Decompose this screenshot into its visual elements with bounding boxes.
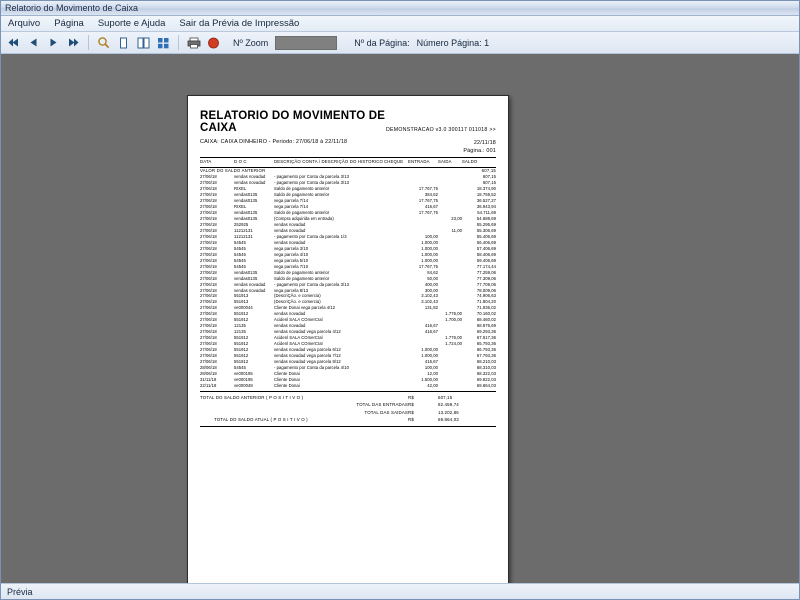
cell-data: 27/06/18 xyxy=(200,227,217,233)
cell-entrada: 1.000,00 xyxy=(421,251,438,257)
valor-anterior-saldo: 607,15 xyxy=(481,168,496,174)
cell-doc: vendas0135 xyxy=(234,215,258,221)
totals-label: TOTAL DAS SAIDAS xyxy=(364,409,408,415)
cell-doc: vendas0135 xyxy=(234,197,258,203)
cell-saida: 23,00 xyxy=(451,215,462,221)
totals-label: TOTAL DAS ENTRADAS xyxy=(356,402,408,408)
totals-currency: R$ xyxy=(408,409,414,415)
cell-data: 27/06/18 xyxy=(200,239,217,245)
cell-data: 27/06/18 xyxy=(200,347,217,353)
cell-descricao: - pagamento por Conta da parcela 3/13 xyxy=(274,180,349,186)
cell-data: 27/06/18 xyxy=(200,335,217,341)
cell-saldo: 36.527,27 xyxy=(476,197,496,203)
table-header xyxy=(200,158,496,166)
cell-doc: 551913 xyxy=(234,293,249,299)
cell-entrada: 300,00 xyxy=(424,287,438,293)
cell-entrada: 416,67 xyxy=(424,203,438,209)
status-bar xyxy=(1,583,799,599)
cell-doc: 551912 xyxy=(234,317,249,323)
next-page-button[interactable] xyxy=(45,34,62,51)
cell-doc: RIXEL xyxy=(234,203,247,209)
cell-descricao: vendas novadad xyxy=(274,227,306,233)
cell-saldo: 68.322,03 xyxy=(476,371,496,377)
cell-saldo: 67.793,36 xyxy=(476,353,496,359)
cell-descricao: Saldo de pagamento anterior xyxy=(274,269,330,275)
cell-entrada: 17.767,75 xyxy=(418,186,438,192)
cell-descricao: vega parcela 5/10 xyxy=(274,257,309,263)
cell-entrada: 17.767,75 xyxy=(418,209,438,215)
cell-entrada: 3.102,43 xyxy=(421,293,438,299)
cell-data: 27/06/18 xyxy=(200,257,217,263)
cell-entrada: 1.000,00 xyxy=(421,347,438,353)
cell-cheque xyxy=(384,383,408,389)
cell-descricao: vendas novadad xyxy=(274,239,306,245)
cell-data: 27/06/18 xyxy=(200,180,217,186)
cell-saldo: 55.406,69 xyxy=(476,233,496,239)
table-rows xyxy=(200,174,496,389)
cell-descricao: vega parcela 4/10 xyxy=(274,251,309,257)
previous-page-button[interactable] xyxy=(25,34,42,51)
cell-descricao: Cliente Donai xyxy=(274,383,300,389)
cell-doc: vendas0135 xyxy=(234,275,258,281)
cell-doc: 551912 xyxy=(234,359,249,365)
totals-value: 69.864,03 xyxy=(438,417,459,423)
cell-doc: 54545 xyxy=(234,251,246,257)
cell-saldo: 18.759,52 xyxy=(476,192,496,198)
totals-label: TOTAL DO SALDO ANTERIOR ( P O S I T I V O ) xyxy=(200,394,304,400)
report-page-number: Página.: 001 xyxy=(463,148,496,155)
cell-saida: 1.776,00 xyxy=(445,335,462,341)
column-entrada: ENTRADA xyxy=(408,159,430,165)
totals-value: 82.459,74 xyxy=(438,402,459,408)
cell-data: 27/06/18 xyxy=(200,203,217,209)
cell-data: 27/06/18 xyxy=(200,329,217,335)
cell-data: 27/06/18 xyxy=(200,287,217,293)
cell-entrada: 1.000,00 xyxy=(421,257,438,263)
cell-data: 27/06/18 xyxy=(200,269,217,275)
cell-doc: 54545 xyxy=(234,257,246,263)
cell-saldo: 77.709,06 xyxy=(476,281,496,287)
zoom-label: Nº Zoom xyxy=(233,37,269,48)
cell-data: 27/06/18 xyxy=(200,305,217,311)
status-text: Prévia xyxy=(7,586,33,597)
print-button[interactable] xyxy=(185,34,202,51)
cell-data: 22/11/18 xyxy=(200,383,217,389)
cell-descricao: Saldo de pagamento anterior xyxy=(274,186,330,192)
toolbar xyxy=(1,32,799,54)
cell-saldo: 69.293,36 xyxy=(476,329,496,335)
cell-descricao: Saldo de pagamento anterior xyxy=(274,209,330,215)
totals-currency: R$ xyxy=(408,417,414,423)
cell-doc: RIXEL xyxy=(234,186,247,192)
toolbar-separator-2 xyxy=(178,35,179,50)
zoom-tool-button[interactable] xyxy=(95,34,112,51)
cell-descricao: (DescriÇÃo. e comercia) xyxy=(274,293,321,299)
cell-doc: 54545 xyxy=(234,245,246,251)
cell-entrada: 1.500,00 xyxy=(421,377,438,383)
report-demo-notice: DEMONSTRACAO v3.0 300117 011018 >> xyxy=(385,127,496,133)
cell-doc: ve000044 xyxy=(234,305,253,311)
cell-saldo: 57.406,69 xyxy=(476,245,496,251)
cell-saldo: 71.936,02 xyxy=(476,305,496,311)
cell-descricao: vendas novadad vega parcela 4/12 xyxy=(274,329,341,335)
menu-item-pagina[interactable]: Página xyxy=(54,17,84,29)
cell-saldo: 59.406,69 xyxy=(476,257,496,263)
toolbar-separator xyxy=(88,35,89,50)
totals-currency: R$ xyxy=(408,394,414,400)
column-descricao: DESCRIÇÃO CONTA / DESCRIÇÃO DO HISTORICO xyxy=(274,159,383,165)
cell-doc: 12135 xyxy=(234,329,246,335)
cell-entrada: 17.767,75 xyxy=(418,197,438,203)
cell-doc: vendas novadad xyxy=(234,287,266,293)
cell-descricao: Saldo de pagamento anterior xyxy=(274,192,330,198)
cell-data: 27/06/18 xyxy=(200,221,217,227)
cell-descricao: vega parcela 3/10 xyxy=(274,245,309,251)
menu-bar xyxy=(1,16,799,32)
cell-entrada: 84,62 xyxy=(427,269,438,275)
cell-doc: ve000195 xyxy=(234,371,253,377)
multi-page-view-button[interactable] xyxy=(155,34,172,51)
cell-data: 27/06/18 xyxy=(200,192,217,198)
cell-saldo: 69.822,03 xyxy=(476,377,496,383)
cell-data: 27/06/18 xyxy=(200,293,217,299)
title-bar xyxy=(1,1,799,16)
cell-saldo: 36.943,94 xyxy=(476,203,496,209)
cell-descricao: Cliente Donai vega parcela 4/12 xyxy=(274,305,336,311)
cell-saldo: 55.306,69 xyxy=(476,227,496,233)
cell-doc: vendas novadad xyxy=(234,281,266,287)
report-table xyxy=(200,158,496,166)
cell-entrada: 50,00 xyxy=(427,275,438,281)
cell-doc: 551912 xyxy=(234,353,249,359)
cell-descricao: Acidenl SALA COmerCIal xyxy=(274,317,323,323)
cell-doc: 551912 xyxy=(234,347,249,353)
cell-entrada: 416,67 xyxy=(424,323,438,329)
cell-data: 27/06/18 xyxy=(200,323,217,329)
single-page-view-button[interactable] xyxy=(115,34,132,51)
totals-row xyxy=(200,416,496,423)
export-button[interactable] xyxy=(205,34,222,51)
cell-saldo: 55.295,69 xyxy=(476,221,496,227)
zoom-input[interactable] xyxy=(275,36,337,50)
report-body xyxy=(200,168,496,389)
column-saldo: SALDO xyxy=(462,159,478,165)
report-header xyxy=(200,110,496,134)
valor-anterior-label: VALOR DO SALDO ANTERIOR xyxy=(200,168,266,174)
cell-doc: vendas0135 xyxy=(234,192,258,198)
totals-top-rule xyxy=(200,391,496,392)
cell-doc: 551912 xyxy=(234,311,249,317)
cell-doc: 12135 xyxy=(234,323,246,329)
column-saida: SAIDA xyxy=(438,159,452,165)
cell-entrada: 12,00 xyxy=(427,371,438,377)
cell-data: 27/06/18 xyxy=(200,233,217,239)
window-title: Relatorio do Movimento de Caixa xyxy=(5,3,139,13)
cell-saldo: 68.210,03 xyxy=(476,359,496,365)
menu-item-arquivo[interactable]: Arquivo xyxy=(8,17,41,29)
cell-descricao: (DescriÇÃo. e comercia) xyxy=(274,299,321,305)
cell-saida: 1.700,00 xyxy=(445,317,462,323)
report-caixa-line: CAIXA: CAIXA DINHEIRO - Periodo: 27/06/18 à 22/11/18 xyxy=(200,139,348,145)
cell-descricao: vendas novadad vega parcela 8/12 xyxy=(274,359,341,365)
cell-data: 27/06/18 xyxy=(200,245,217,251)
cell-descricao: Acidenl SALA COmerCIal xyxy=(274,335,323,341)
menu-item-suporte-ajuda[interactable]: Suporte e Ajuda xyxy=(97,17,166,29)
cell-descricao: - pagamento por Conta da parcela 3/13 xyxy=(274,281,349,287)
page-number-label: Nº da Página: xyxy=(354,37,410,48)
cell-descricao: - pagamento por Conta da parcela 1/3 xyxy=(274,233,347,239)
column-cheque: CHEQUE xyxy=(384,159,404,165)
cell-descricao: Acidenl SALA COmerCIal xyxy=(274,341,323,347)
cell-doc: 11212131 xyxy=(234,227,253,233)
totals-bottom-rule xyxy=(200,426,496,427)
last-page-button[interactable] xyxy=(65,34,82,51)
cell-descricao: vega parcela 8/13 xyxy=(274,287,309,293)
cell-saldo: 77.174,44 xyxy=(476,263,496,269)
preview-page xyxy=(187,95,509,583)
totals-value: 13.202,86 xyxy=(438,409,459,415)
cell-doc: vendas novadad xyxy=(234,180,266,186)
report-title: RELATORIO DO MOVIMENTO DE CAIXA xyxy=(200,110,386,134)
cell-saldo: 78.009,06 xyxy=(476,287,496,293)
cell-data: 27/06/18 xyxy=(200,353,217,359)
totals-row xyxy=(200,409,496,416)
cell-descricao: - pagamento por Conta da parcela 3/13 xyxy=(274,174,349,180)
table-row xyxy=(200,383,496,389)
totals-label: TOTAL DO SALDO ATUAL ( P O S I T I V O ) xyxy=(214,417,308,423)
cell-data: 27/06/18 xyxy=(200,174,217,180)
cell-doc: ve000195 xyxy=(234,377,253,383)
cell-saldo: 67.517,36 xyxy=(476,335,496,341)
cell-data: 27/06/18 xyxy=(200,263,217,269)
cell-descricao: vega parcela 7/14 xyxy=(274,203,309,209)
page-number-value: Número Página: 1 xyxy=(416,37,490,48)
cell-entrada: 1.000,00 xyxy=(421,245,438,251)
cell-saldo: 70.160,02 xyxy=(476,311,496,317)
cell-saldo: 68.460,02 xyxy=(476,317,496,323)
cell-descricao: vega parcela 7/14 xyxy=(274,197,309,203)
cell-entrada: 400,00 xyxy=(424,281,438,287)
cell-doc: 11212131 xyxy=(234,233,253,239)
preview-work-area[interactable] xyxy=(1,54,799,583)
cell-saldo: 54.688,69 xyxy=(476,215,496,221)
cell-doc: 551913 xyxy=(234,299,249,305)
totals-currency: R$ xyxy=(408,402,414,408)
cell-data: 27/06/18 xyxy=(200,209,217,215)
cell-doc: vendas0135 xyxy=(234,209,258,215)
report-subheader xyxy=(200,139,496,155)
cell-entrada: 3.102,43 xyxy=(421,299,438,305)
cell-entrada: 131,82 xyxy=(424,305,438,311)
cell-data: 31/11/18 xyxy=(200,377,217,383)
cell-descricao: vega parcela 7/10 xyxy=(274,263,309,269)
cell-saldo: 65.793,36 xyxy=(476,341,496,347)
column-data: DATA xyxy=(200,159,212,165)
cell-data: 27/06/18 xyxy=(200,197,217,203)
cell-entrada: 1.000,00 xyxy=(421,239,438,245)
totals-block xyxy=(200,394,496,424)
cell-entrada: 17.767,75 xyxy=(418,263,438,269)
cell-saldo: 607,15 xyxy=(482,174,496,180)
cell-data: 27/06/18 xyxy=(200,281,217,287)
cell-descricao: vendas novadad xyxy=(274,221,306,227)
cell-data: 27/06/18 xyxy=(200,299,217,305)
cell-entrada: 1.000,00 xyxy=(421,353,438,359)
cell-data: 27/06/18 xyxy=(200,186,217,192)
cell-saldo: 58.406,69 xyxy=(476,251,496,257)
cell-saldo: 77.309,06 xyxy=(476,275,496,281)
totals-value: 607,15 xyxy=(438,394,453,400)
cell-data: 28/06/18 xyxy=(200,365,217,371)
cell-doc: vendas0135 xyxy=(234,269,258,275)
cell-saldo: 18.374,90 xyxy=(476,186,496,192)
menu-item-sair-previa[interactable]: Sair da Prévia de Impressão xyxy=(179,17,300,29)
cell-saldo: 56.406,69 xyxy=(476,239,496,245)
cell-doc: 54545 xyxy=(234,263,246,269)
cell-descricao: vendas novadad vega parcela 6/12 xyxy=(274,347,341,353)
cell-saldo: 74.906,63 xyxy=(476,293,496,299)
totals-row xyxy=(200,394,496,401)
cell-saida: 11,00 xyxy=(451,227,462,233)
cell-descricao: (Compra adquirida em entrada) xyxy=(274,215,334,221)
cell-descricao: vendas novadad xyxy=(274,323,306,329)
cell-data: 27/06/18 xyxy=(200,275,217,281)
cell-data: 27/06/18 xyxy=(200,341,217,347)
cell-data: 28/06/18 xyxy=(200,371,217,377)
cell-doc: ve000048 xyxy=(234,383,253,389)
cell-saida xyxy=(438,383,462,389)
cell-saldo: 68.876,69 xyxy=(476,323,496,329)
cell-descricao: Saldo de pagamento anterior xyxy=(274,275,330,281)
cell-doc: 54545 xyxy=(234,365,246,371)
cell-saldo: 71.804,20 xyxy=(476,299,496,305)
totals-row xyxy=(200,401,496,408)
cell-entrada: 42,00 xyxy=(427,383,438,389)
cell-descricao: - pagamento por Conta da parcela 4/10 xyxy=(274,365,349,371)
cell-doc: 54545 xyxy=(234,239,246,245)
cell-data: 27/06/18 xyxy=(200,311,217,317)
cell-saldo: 68.310,03 xyxy=(476,365,496,371)
cell-entrada: 416,67 xyxy=(424,359,438,365)
cell-saldo: 54.711,69 xyxy=(477,209,496,215)
cell-entrada: 384,62 xyxy=(424,192,438,198)
first-page-button[interactable] xyxy=(5,34,22,51)
cell-descricao: Cliente Donai xyxy=(274,371,300,377)
cell-entrada: 100,00 xyxy=(424,365,438,371)
cell-saldo: 66.793,36 xyxy=(476,347,496,353)
report-date: 22/11/18 xyxy=(473,140,496,146)
cell-entrada: 100,00 xyxy=(424,233,438,239)
two-page-view-button[interactable] xyxy=(135,34,152,51)
cell-saldo: 77.259,06 xyxy=(476,269,496,275)
cell-data: 27/06/18 xyxy=(200,251,217,257)
cell-descricao: vendas novadad vega parcela 7/12 xyxy=(274,353,341,359)
cell-saldo: 607,15 xyxy=(482,180,496,186)
cell-data: 27/06/18 xyxy=(200,215,217,221)
cell-saida: 1.724,00 xyxy=(445,341,462,347)
column-doc: D O C xyxy=(234,159,247,165)
cell-doc: 252925 xyxy=(234,221,249,227)
cell-doc: 551912 xyxy=(234,341,249,347)
cell-descricao: Cliente Donai xyxy=(274,377,300,383)
cell-doc: vendas novadad xyxy=(234,174,266,180)
cell-data: 27/06/18 xyxy=(200,317,217,323)
cell-entrada: 416,67 xyxy=(424,329,438,335)
cell-data: 27/06/18 xyxy=(200,359,217,365)
cell-descricao: vendas novadad xyxy=(274,311,306,317)
cell-doc: 551912 xyxy=(234,335,249,341)
cell-saida: 1.776,00 xyxy=(445,311,462,317)
cell-saldo: 69.864,03 xyxy=(476,383,496,389)
